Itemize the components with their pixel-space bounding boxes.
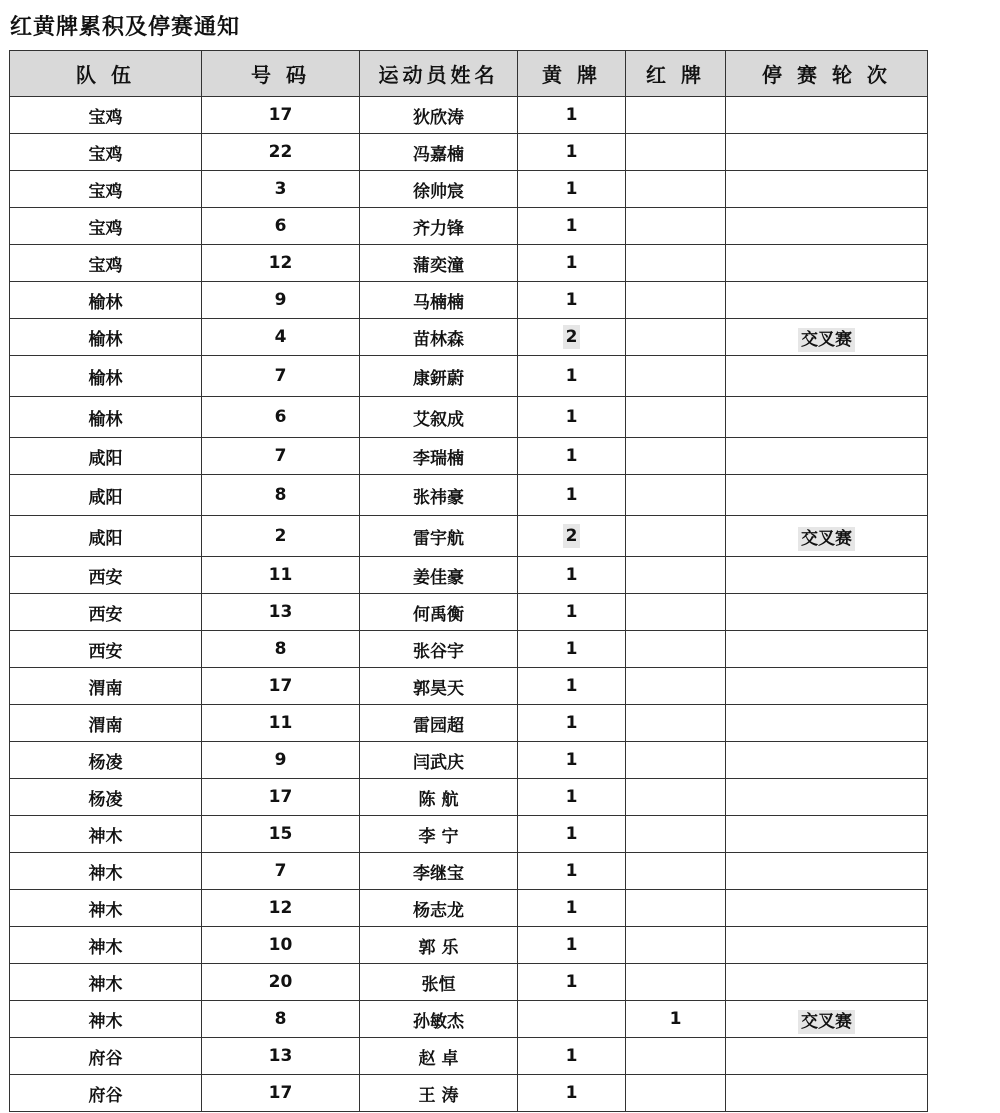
team-cell: 宝鸡 [10, 97, 202, 134]
athlete-name-cell: 姜佳豪 [360, 557, 518, 594]
yellow-card-cell: 1 [518, 1075, 626, 1112]
number-cell: 20 [202, 964, 360, 1001]
suspension-cell [726, 890, 928, 927]
table-row [10, 516, 928, 557]
athlete-name-cell: 康鈃蔚 [360, 356, 518, 397]
table-body [10, 97, 928, 1112]
team-cell: 府谷 [10, 1075, 202, 1112]
yellow-card-cell: 1 [518, 208, 626, 245]
team-cell: 西安 [10, 631, 202, 668]
red-card-cell [626, 705, 726, 742]
number-cell: 7 [202, 438, 360, 475]
team-cell: 咸阳 [10, 475, 202, 516]
yellow-card-cell: 1 [518, 282, 626, 319]
number-cell: 22 [202, 134, 360, 171]
number-cell: 4 [202, 319, 360, 356]
team-cell: 神木 [10, 853, 202, 890]
red-card-cell [626, 594, 726, 631]
team-cell: 榆林 [10, 282, 202, 319]
suspension-cell [726, 1075, 928, 1112]
athlete-name-cell: 孙敏杰 [360, 1001, 518, 1038]
table-row [10, 356, 928, 397]
suspension-cell [726, 816, 928, 853]
number-cell: 17 [202, 779, 360, 816]
suspension-cell [726, 742, 928, 779]
yellow-card-cell: 1 [518, 438, 626, 475]
table-row [10, 668, 928, 705]
yellow-card-cell: 1 [518, 631, 626, 668]
red-card-cell [626, 890, 726, 927]
table-row [10, 927, 928, 964]
yellow-card-cell: 1 [518, 171, 626, 208]
athlete-name-cell: 王 涛 [360, 1075, 518, 1112]
yellow-card-cell: 1 [518, 816, 626, 853]
athlete-name-cell: 徐帅宸 [360, 171, 518, 208]
athlete-name-cell: 何禹衡 [360, 594, 518, 631]
athlete-name-cell: 李 宁 [360, 816, 518, 853]
header-row [10, 51, 928, 97]
number-cell: 8 [202, 475, 360, 516]
suspension-cell [726, 705, 928, 742]
red-card-cell [626, 816, 726, 853]
table-row [10, 208, 928, 245]
athlete-name-cell: 闫武庆 [360, 742, 518, 779]
table-row [10, 282, 928, 319]
yellow-card-cell-value: 2 [563, 325, 581, 349]
number-cell: 9 [202, 742, 360, 779]
table-row [10, 97, 928, 134]
page-title: 红黄牌累积及停赛通知 [10, 15, 241, 40]
table-row [10, 779, 928, 816]
header-red-card: 红 牌 [626, 51, 726, 97]
suspension-cell [726, 97, 928, 134]
red-card-cell [626, 319, 726, 356]
table-row [10, 475, 928, 516]
suspension-cell [726, 397, 928, 438]
table-row [10, 890, 928, 927]
number-cell: 17 [202, 1075, 360, 1112]
number-cell: 7 [202, 356, 360, 397]
suspension-cell [726, 475, 928, 516]
suspension-cell [726, 245, 928, 282]
red-card-cell [626, 475, 726, 516]
number-cell: 6 [202, 397, 360, 438]
athlete-name-cell: 张谷宇 [360, 631, 518, 668]
yellow-card-cell [518, 319, 626, 356]
discipline-table [9, 50, 928, 1112]
suspension-cell [726, 964, 928, 1001]
red-card-cell [626, 631, 726, 668]
header-suspension-round: 停 赛 轮 次 [726, 51, 928, 97]
athlete-name-cell: 张恒 [360, 964, 518, 1001]
yellow-card-cell: 1 [518, 397, 626, 438]
suspension-cell-value: 交叉赛 [798, 328, 855, 352]
yellow-card-cell: 1 [518, 668, 626, 705]
number-cell: 7 [202, 853, 360, 890]
red-card-cell [626, 134, 726, 171]
red-card-cell [626, 927, 726, 964]
team-cell: 咸阳 [10, 438, 202, 475]
team-cell: 榆林 [10, 397, 202, 438]
number-cell: 2 [202, 516, 360, 557]
team-cell: 宝鸡 [10, 171, 202, 208]
yellow-card-cell [518, 1001, 626, 1038]
team-cell: 宝鸡 [10, 245, 202, 282]
red-card-cell [626, 97, 726, 134]
suspension-cell [726, 668, 928, 705]
number-cell: 12 [202, 890, 360, 927]
table-row [10, 245, 928, 282]
team-cell: 宝鸡 [10, 134, 202, 171]
number-cell: 13 [202, 1038, 360, 1075]
athlete-name-cell: 杨志龙 [360, 890, 518, 927]
header-yellow-card: 黄 牌 [518, 51, 626, 97]
red-card-cell [626, 397, 726, 438]
suspension-cell [726, 134, 928, 171]
number-cell: 13 [202, 594, 360, 631]
team-cell: 神木 [10, 890, 202, 927]
team-cell: 神木 [10, 927, 202, 964]
team-cell: 杨凌 [10, 742, 202, 779]
table-row [10, 1038, 928, 1075]
yellow-card-cell [518, 516, 626, 557]
suspension-cell [726, 927, 928, 964]
suspension-cell-value: 交叉赛 [798, 527, 855, 551]
red-card-cell [626, 516, 726, 557]
athlete-name-cell: 赵 卓 [360, 1038, 518, 1075]
athlete-name-cell: 蒲奕潼 [360, 245, 518, 282]
header-athlete-name: 运动员姓名 [360, 51, 518, 97]
table-row [10, 134, 928, 171]
athlete-name-cell: 李继宝 [360, 853, 518, 890]
suspension-cell [726, 282, 928, 319]
red-card-cell [626, 208, 726, 245]
yellow-card-cell: 1 [518, 705, 626, 742]
yellow-card-cell: 1 [518, 964, 626, 1001]
number-cell: 17 [202, 668, 360, 705]
athlete-name-cell: 苗林森 [360, 319, 518, 356]
red-card-cell: 1 [626, 1001, 726, 1038]
red-card-cell [626, 356, 726, 397]
table-row [10, 1075, 928, 1112]
suspension-cell [726, 631, 928, 668]
team-cell: 府谷 [10, 1038, 202, 1075]
suspension-cell-value: 交叉赛 [798, 1010, 855, 1034]
red-card-cell [626, 964, 726, 1001]
yellow-card-cell: 1 [518, 475, 626, 516]
table-row [10, 816, 928, 853]
table-row [10, 964, 928, 1001]
team-cell: 西安 [10, 594, 202, 631]
team-cell: 咸阳 [10, 516, 202, 557]
yellow-card-cell: 1 [518, 97, 626, 134]
suspension-cell [726, 1001, 928, 1038]
yellow-card-cell: 1 [518, 594, 626, 631]
team-cell: 神木 [10, 1001, 202, 1038]
table-row [10, 742, 928, 779]
yellow-card-cell: 1 [518, 927, 626, 964]
yellow-card-cell: 1 [518, 742, 626, 779]
suspension-cell [726, 1038, 928, 1075]
yellow-card-cell: 1 [518, 134, 626, 171]
suspension-cell [726, 438, 928, 475]
red-card-cell [626, 668, 726, 705]
number-cell: 6 [202, 208, 360, 245]
number-cell: 15 [202, 816, 360, 853]
team-cell: 西安 [10, 557, 202, 594]
athlete-name-cell: 齐力锋 [360, 208, 518, 245]
number-cell: 11 [202, 557, 360, 594]
yellow-card-cell: 1 [518, 356, 626, 397]
athlete-name-cell: 郭 乐 [360, 927, 518, 964]
yellow-card-cell-value: 2 [563, 524, 581, 548]
yellow-card-cell: 1 [518, 557, 626, 594]
table-row [10, 594, 928, 631]
red-card-cell [626, 1038, 726, 1075]
table-row [10, 853, 928, 890]
red-card-cell [626, 1075, 726, 1112]
number-cell: 11 [202, 705, 360, 742]
header-team: 队 伍 [10, 51, 202, 97]
team-cell: 榆林 [10, 356, 202, 397]
suspension-cell [726, 208, 928, 245]
athlete-name-cell: 狄欣涛 [360, 97, 518, 134]
header-number: 号 码 [202, 51, 360, 97]
table-row [10, 557, 928, 594]
yellow-card-cell: 1 [518, 890, 626, 927]
team-cell: 渭南 [10, 705, 202, 742]
suspension-cell [726, 779, 928, 816]
table-row [10, 705, 928, 742]
table-row [10, 397, 928, 438]
suspension-cell [726, 171, 928, 208]
number-cell: 12 [202, 245, 360, 282]
athlete-name-cell: 冯嘉楠 [360, 134, 518, 171]
athlete-name-cell: 张祎豪 [360, 475, 518, 516]
yellow-card-cell: 1 [518, 853, 626, 890]
team-cell: 杨凌 [10, 779, 202, 816]
number-cell: 9 [202, 282, 360, 319]
number-cell: 17 [202, 97, 360, 134]
suspension-cell [726, 319, 928, 356]
table-row [10, 438, 928, 475]
suspension-cell [726, 853, 928, 890]
table-row [10, 1001, 928, 1038]
table-row [10, 171, 928, 208]
red-card-cell [626, 282, 726, 319]
red-card-cell [626, 171, 726, 208]
table-row [10, 631, 928, 668]
yellow-card-cell: 1 [518, 1038, 626, 1075]
red-card-cell [626, 742, 726, 779]
athlete-name-cell: 雷园超 [360, 705, 518, 742]
red-card-cell [626, 853, 726, 890]
team-cell: 渭南 [10, 668, 202, 705]
team-cell: 榆林 [10, 319, 202, 356]
team-cell: 宝鸡 [10, 208, 202, 245]
yellow-card-cell: 1 [518, 245, 626, 282]
suspension-cell [726, 594, 928, 631]
athlete-name-cell: 马楠楠 [360, 282, 518, 319]
red-card-cell [626, 557, 726, 594]
number-cell: 8 [202, 1001, 360, 1038]
number-cell: 8 [202, 631, 360, 668]
red-card-cell [626, 245, 726, 282]
athlete-name-cell: 艾叙成 [360, 397, 518, 438]
table-row [10, 319, 928, 356]
number-cell: 10 [202, 927, 360, 964]
suspension-cell [726, 557, 928, 594]
athlete-name-cell: 陈 航 [360, 779, 518, 816]
yellow-card-cell: 1 [518, 779, 626, 816]
red-card-cell [626, 438, 726, 475]
suspension-cell [726, 516, 928, 557]
number-cell: 3 [202, 171, 360, 208]
team-cell: 神木 [10, 964, 202, 1001]
athlete-name-cell: 李瑞楠 [360, 438, 518, 475]
team-cell: 神木 [10, 816, 202, 853]
athlete-name-cell: 雷宇航 [360, 516, 518, 557]
suspension-cell [726, 356, 928, 397]
red-card-cell [626, 779, 726, 816]
athlete-name-cell: 郭昊天 [360, 668, 518, 705]
